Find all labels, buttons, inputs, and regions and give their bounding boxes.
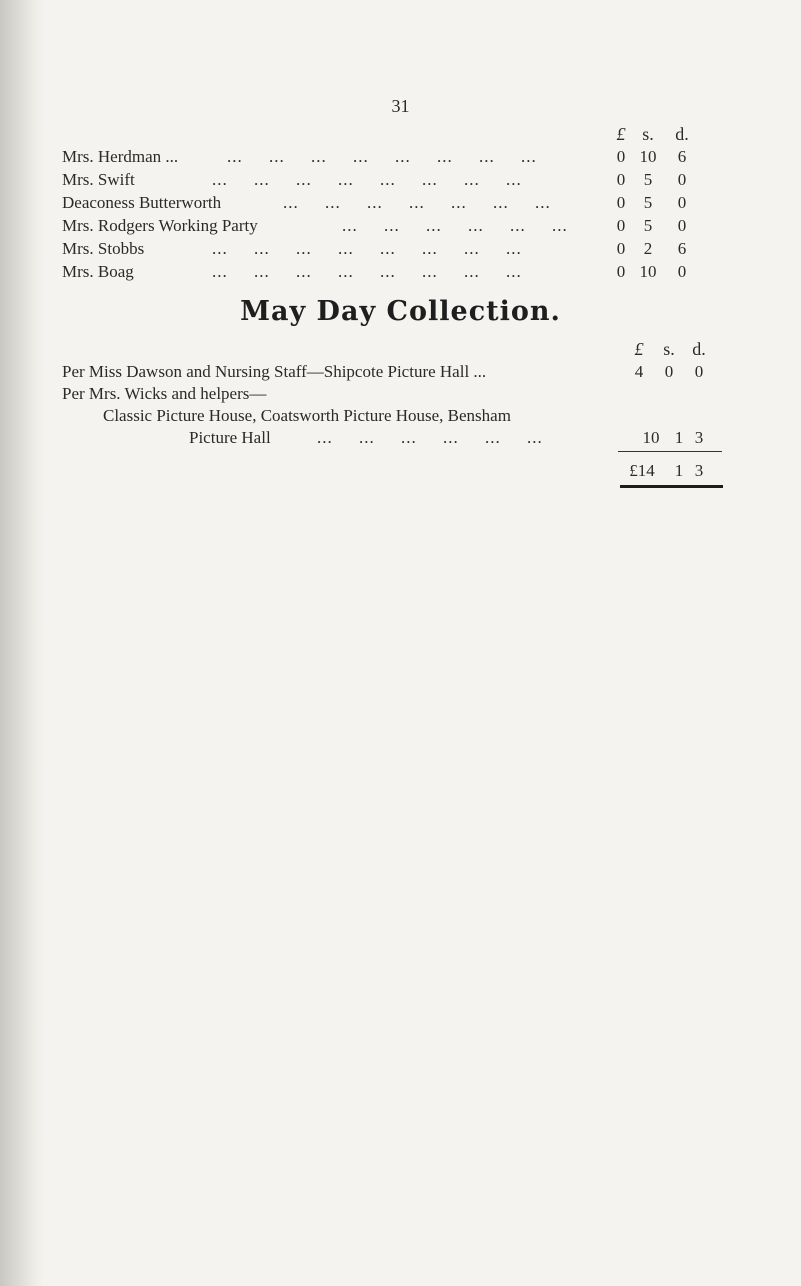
pence-value: 0 [694,362,704,381]
pounds-value: 0 [616,170,626,189]
donor-name: Mrs. Rodgers Working Party [62,216,258,235]
collection-row [62,362,722,384]
donor-name: Mrs. Stobbs [62,239,145,258]
shillings-value: 2 [643,239,653,258]
collection-text: Per Mrs. Wicks and helpers— [62,384,267,403]
leader-dots: ... ... ... ... ... ... ... [283,193,551,212]
shillings-value: 5 [643,193,653,212]
pounds-header: £ [634,339,644,359]
pence-value: 0 [677,193,687,212]
collection-text: Per Miss Dawson and Nursing Staff—Shipcote Picture Hall ... [62,362,487,381]
section-title: May Day Collection. [240,296,561,327]
shillings-value: 10 [639,262,657,281]
page-number: 31 [391,96,410,116]
donation-row [62,262,722,284]
collection-text: Picture Hall [189,428,271,447]
donor-name: Deaconess Butterworth [62,193,222,212]
donor-name: Mrs. Herdman ... [62,147,179,166]
pence-value: 3 [694,428,704,447]
total-pounds: £14 [629,461,655,480]
collection-row [62,428,722,450]
total-shillings: 1 [674,461,684,480]
shillings-header: s. [663,339,675,359]
leader-dots: ... ... ... ... ... ... [317,428,543,447]
pence-value: 0 [677,170,687,189]
shillings-value: 5 [643,170,653,189]
leader-dots: ... ... ... ... ... ... ... ... [212,262,522,281]
donor-name: Mrs. Boag [62,262,134,281]
pounds-value: 0 [616,147,626,166]
collection-text: Classic Picture House, Coatsworth Picture House, Bensham [103,406,511,425]
pence-value: 6 [677,147,687,166]
pounds-value: 0 [616,193,626,212]
pounds-value: 0 [616,262,626,281]
total-row [62,461,722,483]
pence-value: 6 [677,239,687,258]
pounds-value: 0 [616,239,626,258]
donation-row [62,170,722,192]
pounds-value: 4 [634,362,644,381]
leader-dots: ... ... ... ... ... ... [342,216,568,235]
donation-row [62,147,722,169]
total-rule-bottom [620,485,723,488]
shillings-header: s. [642,124,654,144]
currency-header [62,124,722,146]
pounds-value: 0 [616,216,626,235]
shillings-value: 1 [674,428,684,447]
shillings-value: 5 [643,216,653,235]
page-scan-edge [0,0,44,1286]
leader-dots: ... ... ... ... ... ... ... ... [227,147,537,166]
shillings-value: 0 [664,362,674,381]
pence-header: d. [692,339,706,359]
shillings-value: 10 [639,147,657,166]
pounds-header: £ [616,124,626,144]
total-pence: 3 [694,461,704,480]
leader-dots: ... ... ... ... ... ... ... ... [212,170,522,189]
currency-header [62,339,722,361]
donor-name: Mrs. Swift [62,170,135,189]
pence-value: 0 [677,262,687,281]
leader-dots: ... ... ... ... ... ... ... ... [212,239,522,258]
pence-header: d. [675,124,689,144]
donation-row [62,239,722,261]
pounds-value: 10 [642,428,660,447]
donation-row [62,216,722,238]
total-rule-top [618,451,722,452]
donation-row [62,193,722,215]
pence-value: 0 [677,216,687,235]
